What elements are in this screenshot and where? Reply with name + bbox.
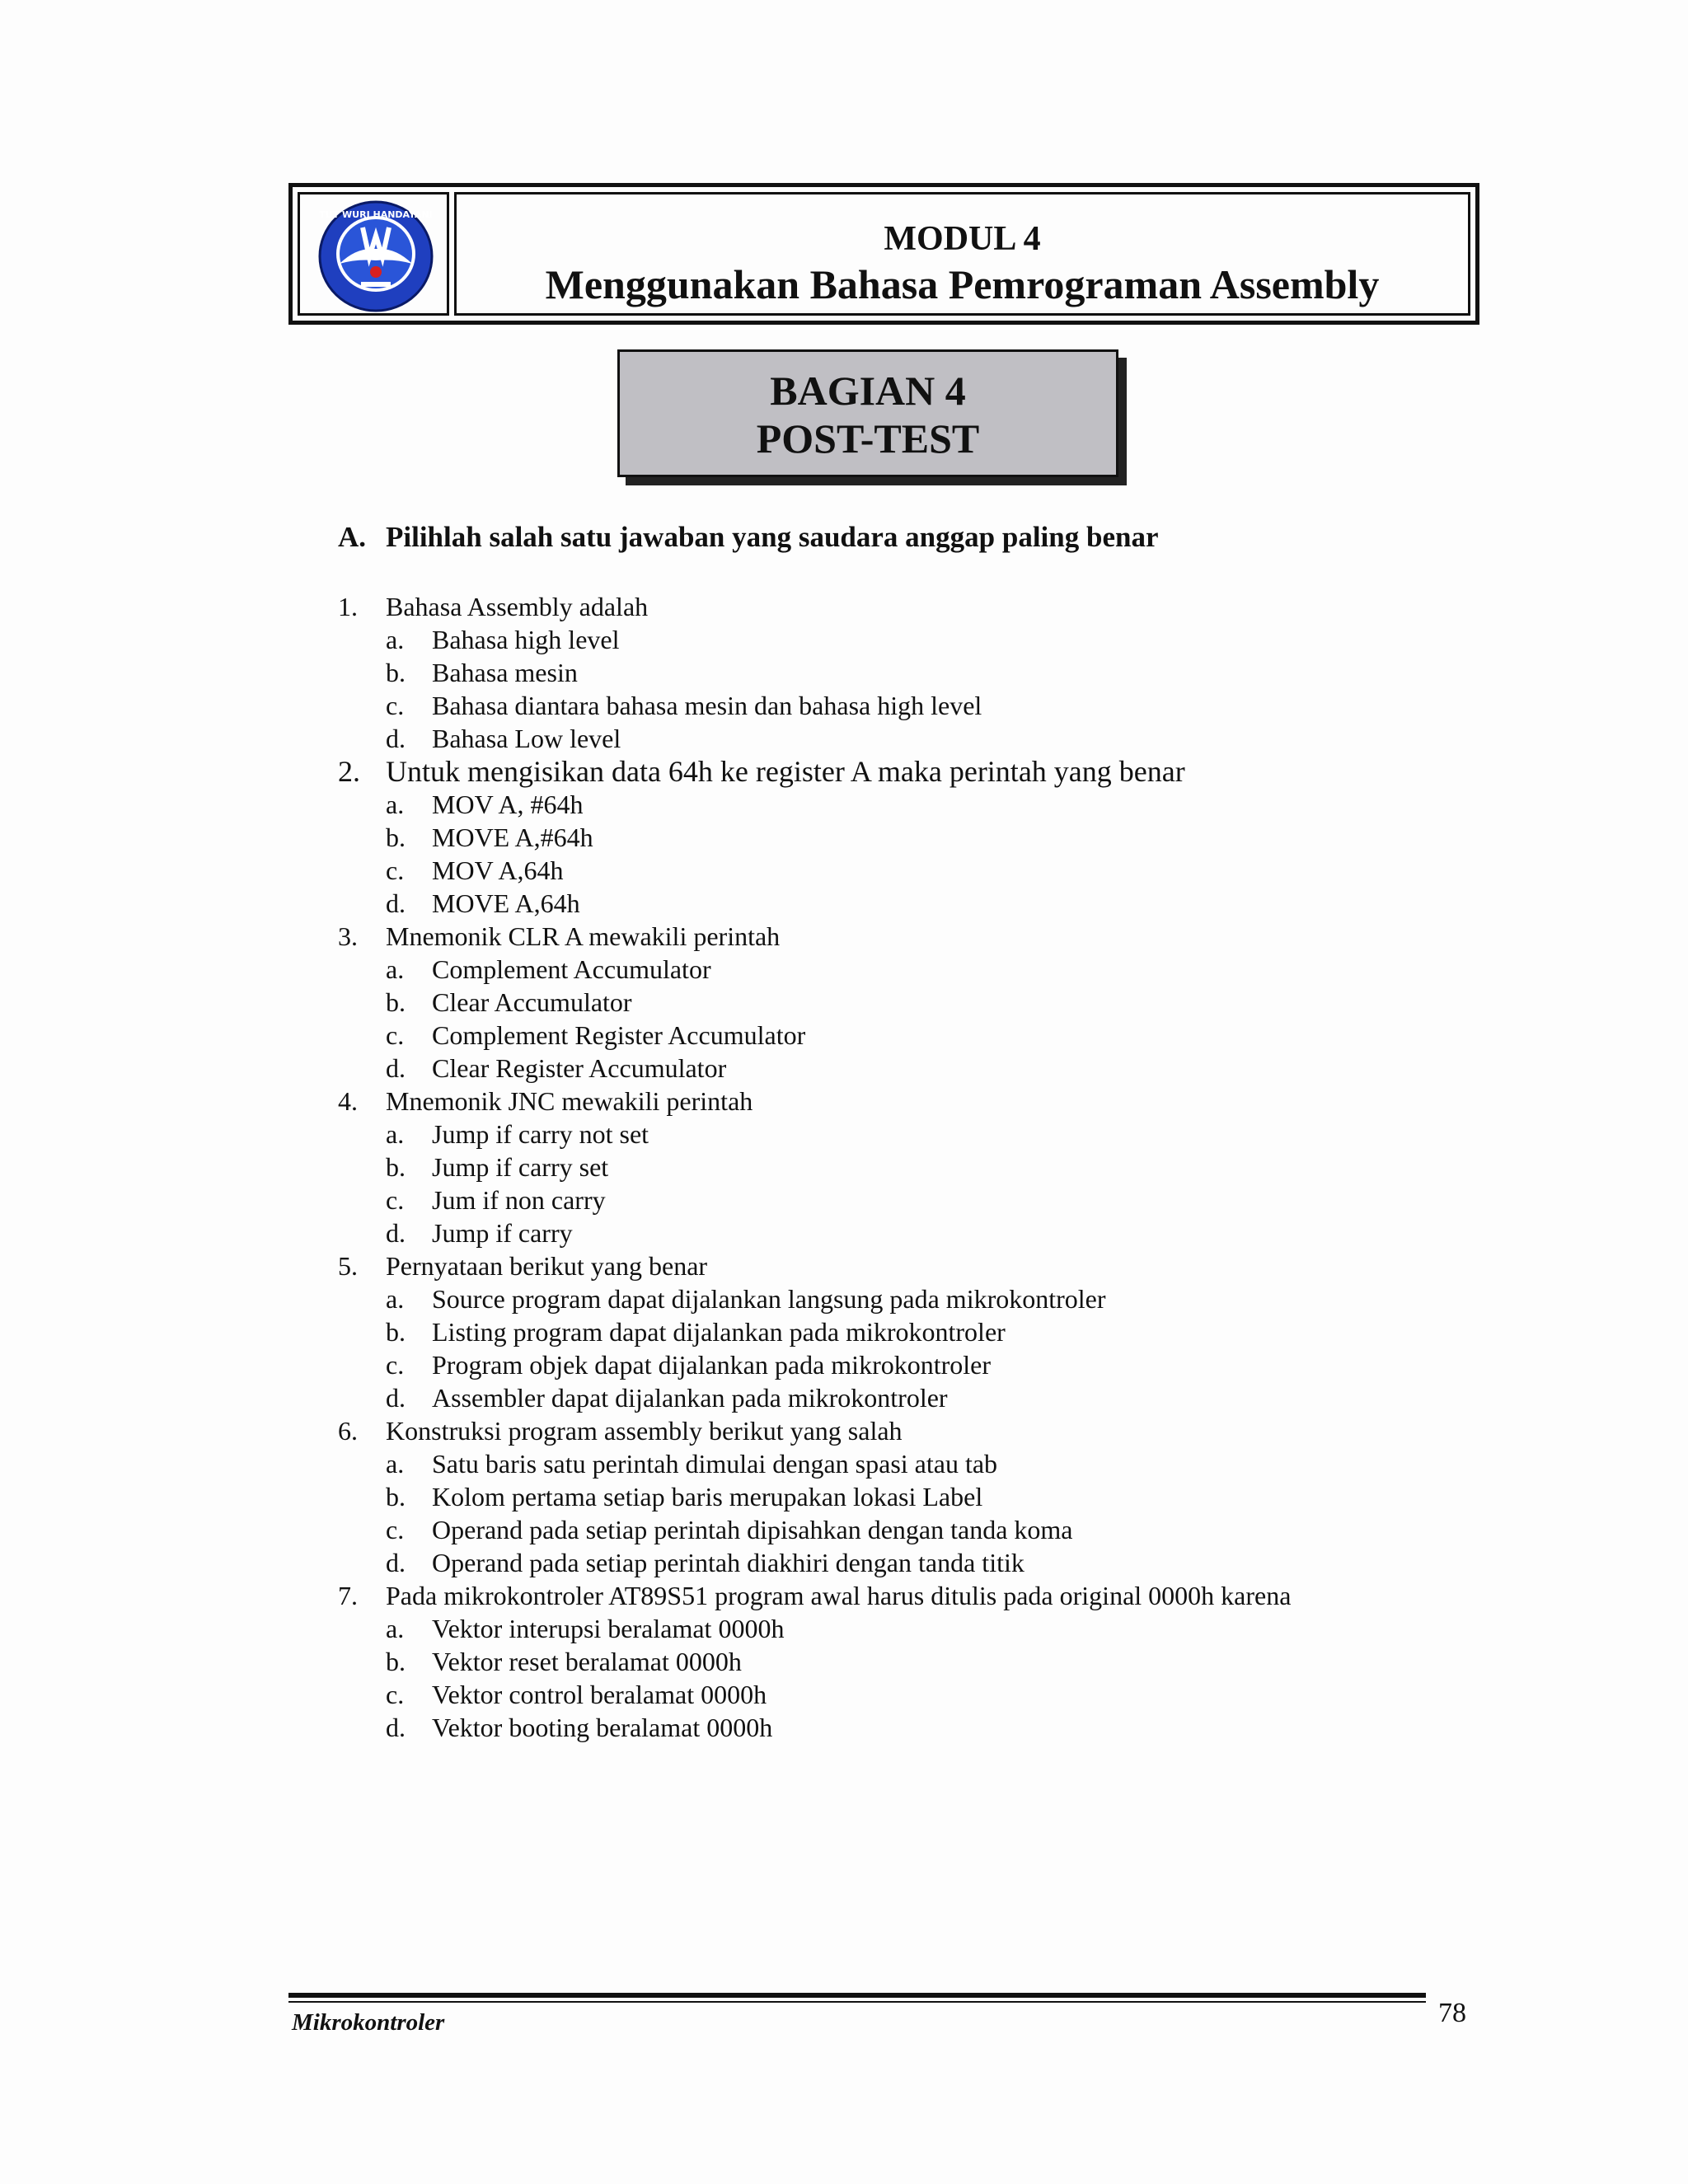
option-text: Clear Register Accumulator [432, 1053, 727, 1083]
answer-option [338, 821, 1492, 854]
question-item [338, 1579, 1492, 1612]
option-letter: c. [386, 1185, 405, 1215]
option-letter: c. [386, 691, 405, 720]
option-text: Bahasa diantara bahasa mesin dan bahasa high level [432, 691, 982, 720]
answer-option [338, 788, 1492, 821]
answer-option [338, 1711, 1492, 1744]
tut-wuri-handayani-logo [315, 199, 437, 313]
option-letter: d. [386, 1053, 406, 1083]
module-number: MODUL 4 [884, 220, 1041, 258]
option-text: Jump if carry set [432, 1152, 609, 1182]
answer-option [338, 623, 1492, 656]
option-text: Jum if non carry [432, 1185, 606, 1215]
answer-option [338, 1513, 1492, 1546]
question-text: Bahasa Assembly adalah [386, 592, 649, 621]
answer-option [338, 854, 1492, 887]
section-box [617, 349, 1118, 477]
question-number: 6. [338, 1416, 358, 1446]
answer-option [338, 1546, 1492, 1579]
question-item [338, 920, 1492, 953]
option-letter: d. [386, 1548, 406, 1577]
answer-option [338, 1019, 1492, 1052]
option-text: MOV A, #64h [432, 790, 584, 819]
svg-text:TUT WURI HANDAYANI: TUT WURI HANDAYANI [319, 209, 433, 220]
option-letter: b. [386, 1647, 406, 1676]
answer-option [338, 1151, 1492, 1183]
question-text: Pernyataan berikut yang benar [386, 1251, 708, 1281]
option-text: Vektor booting beralamat 0000h [432, 1713, 773, 1742]
option-letter: a. [386, 1284, 405, 1314]
answer-option [338, 1381, 1492, 1414]
option-text: Vektor reset beralamat 0000h [432, 1647, 742, 1676]
answer-option [338, 1216, 1492, 1249]
option-text: Jump if carry not set [432, 1119, 649, 1149]
question-number: 2. [338, 755, 360, 788]
option-text: Satu baris satu perintah dimulai dengan spasi atau tab [432, 1449, 998, 1479]
option-text: Bahasa mesin [432, 658, 578, 687]
question-text: Pada mikrokontroler AT89S51 program awal harus ditulis pada original 0000h karena [386, 1581, 1292, 1610]
option-letter: d. [386, 1218, 406, 1248]
module-header [288, 183, 1479, 325]
option-letter: b. [386, 823, 406, 852]
option-letter: d. [386, 888, 406, 918]
option-letter: c. [386, 1350, 405, 1380]
option-letter: c. [386, 1680, 405, 1709]
answer-option [338, 1612, 1492, 1645]
answer-option [338, 1315, 1492, 1348]
question-item [338, 1414, 1492, 1447]
answer-option [338, 1480, 1492, 1513]
option-text: Operand pada setiap perintah diakhiri dengan tanda titik [432, 1548, 1025, 1577]
option-letter: b. [386, 987, 406, 1017]
question-number: 4. [338, 1086, 358, 1116]
option-text: Complement Register Accumulator [432, 1020, 806, 1050]
module-title: Menggunakan Bahasa Pemrograman Assembly [545, 261, 1380, 307]
option-text: Kolom pertama setiap baris merupakan lokasi Label [432, 1482, 983, 1511]
footer-rule-thin [288, 2001, 1426, 2003]
option-text: Source program dapat dijalankan langsung pada mikrokontroler [432, 1284, 1106, 1314]
answer-option [338, 1678, 1492, 1711]
section-box-line2: POST-TEST [756, 415, 980, 462]
question-item [338, 1249, 1492, 1282]
option-text: MOV A,64h [432, 855, 564, 885]
answer-option [338, 689, 1492, 722]
answer-option [338, 1183, 1492, 1216]
option-text: MOVE A,64h [432, 888, 580, 918]
option-letter: a. [386, 790, 405, 819]
answer-option [338, 1052, 1492, 1085]
option-letter: a. [386, 625, 405, 654]
option-letter: a. [386, 1119, 405, 1149]
answer-option [338, 953, 1492, 986]
question-text: Mnemonik JNC mewakili perintah [386, 1086, 753, 1116]
question-number: 1. [338, 592, 358, 621]
title-cell [454, 192, 1470, 316]
option-text: Vektor interupsi beralamat 0000h [432, 1614, 785, 1643]
section-box-line1: BAGIAN 4 [770, 368, 966, 414]
answer-option [338, 722, 1492, 755]
question-number: 3. [338, 921, 358, 951]
option-text: Operand pada setiap perintah dipisahkan dengan tanda koma [432, 1515, 1073, 1544]
option-letter: d. [386, 724, 406, 753]
option-letter: d. [386, 1383, 406, 1413]
logo-cell [298, 192, 449, 316]
question-item [338, 1085, 1492, 1118]
option-text: Vektor control beralamat 0000h [432, 1680, 767, 1709]
page-number: 78 [1438, 1998, 1466, 2028]
option-letter: b. [386, 1317, 406, 1347]
question-text: Mnemonik CLR A mewakili perintah [386, 921, 781, 951]
footer-rule [288, 1993, 1426, 1998]
question-item [338, 755, 1492, 788]
option-text: Program objek dapat dijalankan pada mikrokontroler [432, 1350, 992, 1380]
section-heading [338, 521, 1158, 554]
question-number: 7. [338, 1581, 358, 1610]
section-instruction: Pilihlah salah satu jawaban yang saudara anggap paling benar [386, 521, 1159, 553]
option-letter: c. [386, 855, 405, 885]
answer-option [338, 656, 1492, 689]
question-text: Konstruksi program assembly berikut yang salah [386, 1416, 903, 1446]
option-letter: a. [386, 1614, 405, 1643]
question-list [338, 590, 1492, 1744]
question-item [338, 590, 1492, 623]
answer-option [338, 1282, 1492, 1315]
answer-option [338, 887, 1492, 920]
question-number: 5. [338, 1251, 358, 1281]
option-text: Clear Accumulator [432, 987, 632, 1017]
option-text: Jump if carry [432, 1218, 573, 1248]
option-text: Bahasa high level [432, 625, 620, 654]
option-letter: b. [386, 1152, 406, 1182]
option-letter: b. [386, 1482, 406, 1511]
question-text: Untuk mengisikan data 64h ke register A maka perintah yang benar [386, 755, 1185, 788]
answer-option [338, 1645, 1492, 1678]
option-text: Complement Accumulator [432, 954, 711, 984]
option-letter: a. [386, 1449, 405, 1479]
option-text: Bahasa Low level [432, 724, 621, 753]
option-letter: a. [386, 954, 405, 984]
option-letter: c. [386, 1515, 405, 1544]
answer-option [338, 1447, 1492, 1480]
answer-option [338, 986, 1492, 1019]
option-letter: b. [386, 658, 406, 687]
option-text: MOVE A,#64h [432, 823, 593, 852]
answer-option [338, 1348, 1492, 1381]
option-letter: d. [386, 1713, 406, 1742]
option-text: Assembler dapat dijalankan pada mikrokontroler [432, 1383, 948, 1413]
answer-option [338, 1118, 1492, 1151]
option-letter: c. [386, 1020, 405, 1050]
footer-subject: Mikrokontroler [292, 2009, 445, 2036]
section-letter: A. [338, 521, 367, 553]
option-text: Listing program dapat dijalankan pada mikrokontroler [432, 1317, 1006, 1347]
